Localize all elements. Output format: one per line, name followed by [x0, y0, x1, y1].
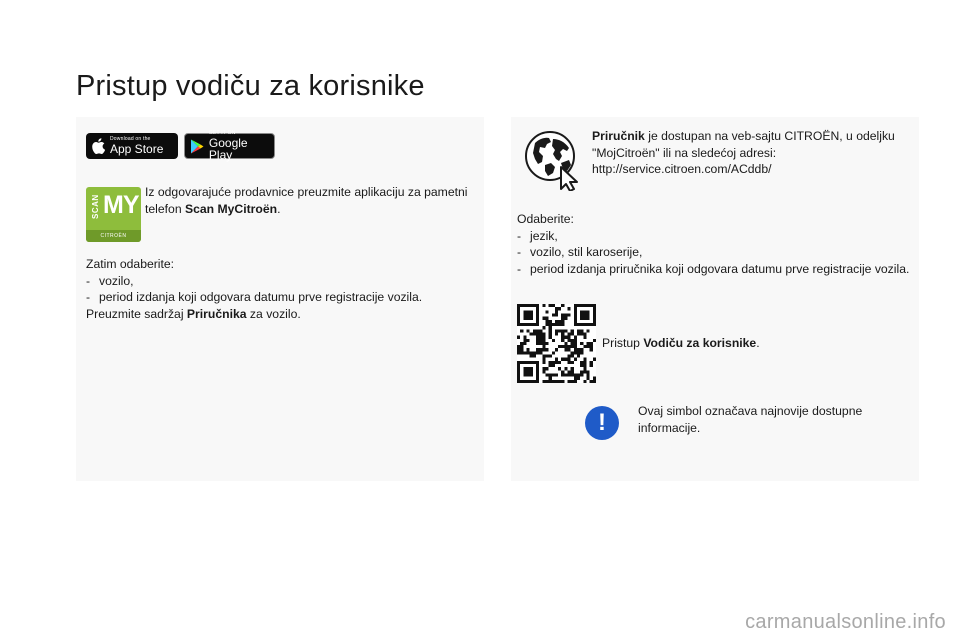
- list-item: - vozilo,: [86, 273, 134, 288]
- list-item: - period izdanja koji odgovara datumu prve registracije vozila.: [86, 290, 423, 304]
- google-play-small-text: GET IT ON: [208, 130, 236, 136]
- app-intro-text: Iz odgovarajuće prodavnice preuzmite aplikaciju za pametni telefon Scan MyCitroën.: [145, 185, 468, 216]
- web-panel: [511, 117, 919, 481]
- info-text: Ovaj simbol označava najnovije dostupne informacije.: [638, 404, 863, 435]
- apple-icon: [86, 138, 110, 154]
- list-item: - vozilo, stil karoserije,: [517, 245, 643, 259]
- app-store-label: App Store: [110, 142, 164, 156]
- qr-caption: Pristup Vodiču za korisnike.: [602, 336, 760, 350]
- google-play-label: Google Play: [208, 136, 248, 162]
- download-text: Preuzmite sadržaj Priručnika za vozilo.: [86, 306, 301, 321]
- list-item: - jezik,: [517, 228, 558, 243]
- web-intro-text: Priručnik je dostupan na veb-sajtu CITROËN, u odeljku "MojCitroën" ili na sledećoj adresi: http://service.citroen.com/ACddb/: [592, 128, 912, 178]
- app-steps: [86, 256, 481, 322]
- app-panel: [76, 117, 484, 481]
- manual-url[interactable]: http://service.citroen.com/ACddb/: [592, 162, 772, 176]
- list-item: - period izdanja priručnika koji odgovara datumu prve registracije vozila.: [517, 261, 910, 276]
- qr-code[interactable]: [517, 304, 596, 383]
- then-choose-label: Zatim odaberite:: [86, 257, 175, 271]
- app-icon-scan-text: SCAN: [91, 194, 100, 219]
- manual-name: Priručnik: [592, 129, 645, 143]
- google-play-badge[interactable]: [184, 130, 275, 162]
- info-exclamation-icon: !: [585, 406, 619, 440]
- scan-mycitroen-app-icon: [86, 187, 141, 242]
- app-icon-brand-text: CITROËN: [86, 230, 141, 242]
- watermark: carmanualsonline.info: [745, 611, 946, 633]
- app-store-badge[interactable]: [86, 133, 178, 159]
- choose-label: Odaberite:: [517, 212, 574, 226]
- web-steps: [517, 211, 912, 277]
- globe-cursor-icon: [523, 129, 585, 191]
- page-title: Pristup vodiču za korisnike: [76, 70, 425, 102]
- google-play-icon: [185, 139, 209, 154]
- app-icon-my-text: MY: [103, 191, 139, 219]
- app-name: Scan MyCitroën: [184, 201, 278, 216]
- app-store-small-text: Download on the: [110, 136, 151, 142]
